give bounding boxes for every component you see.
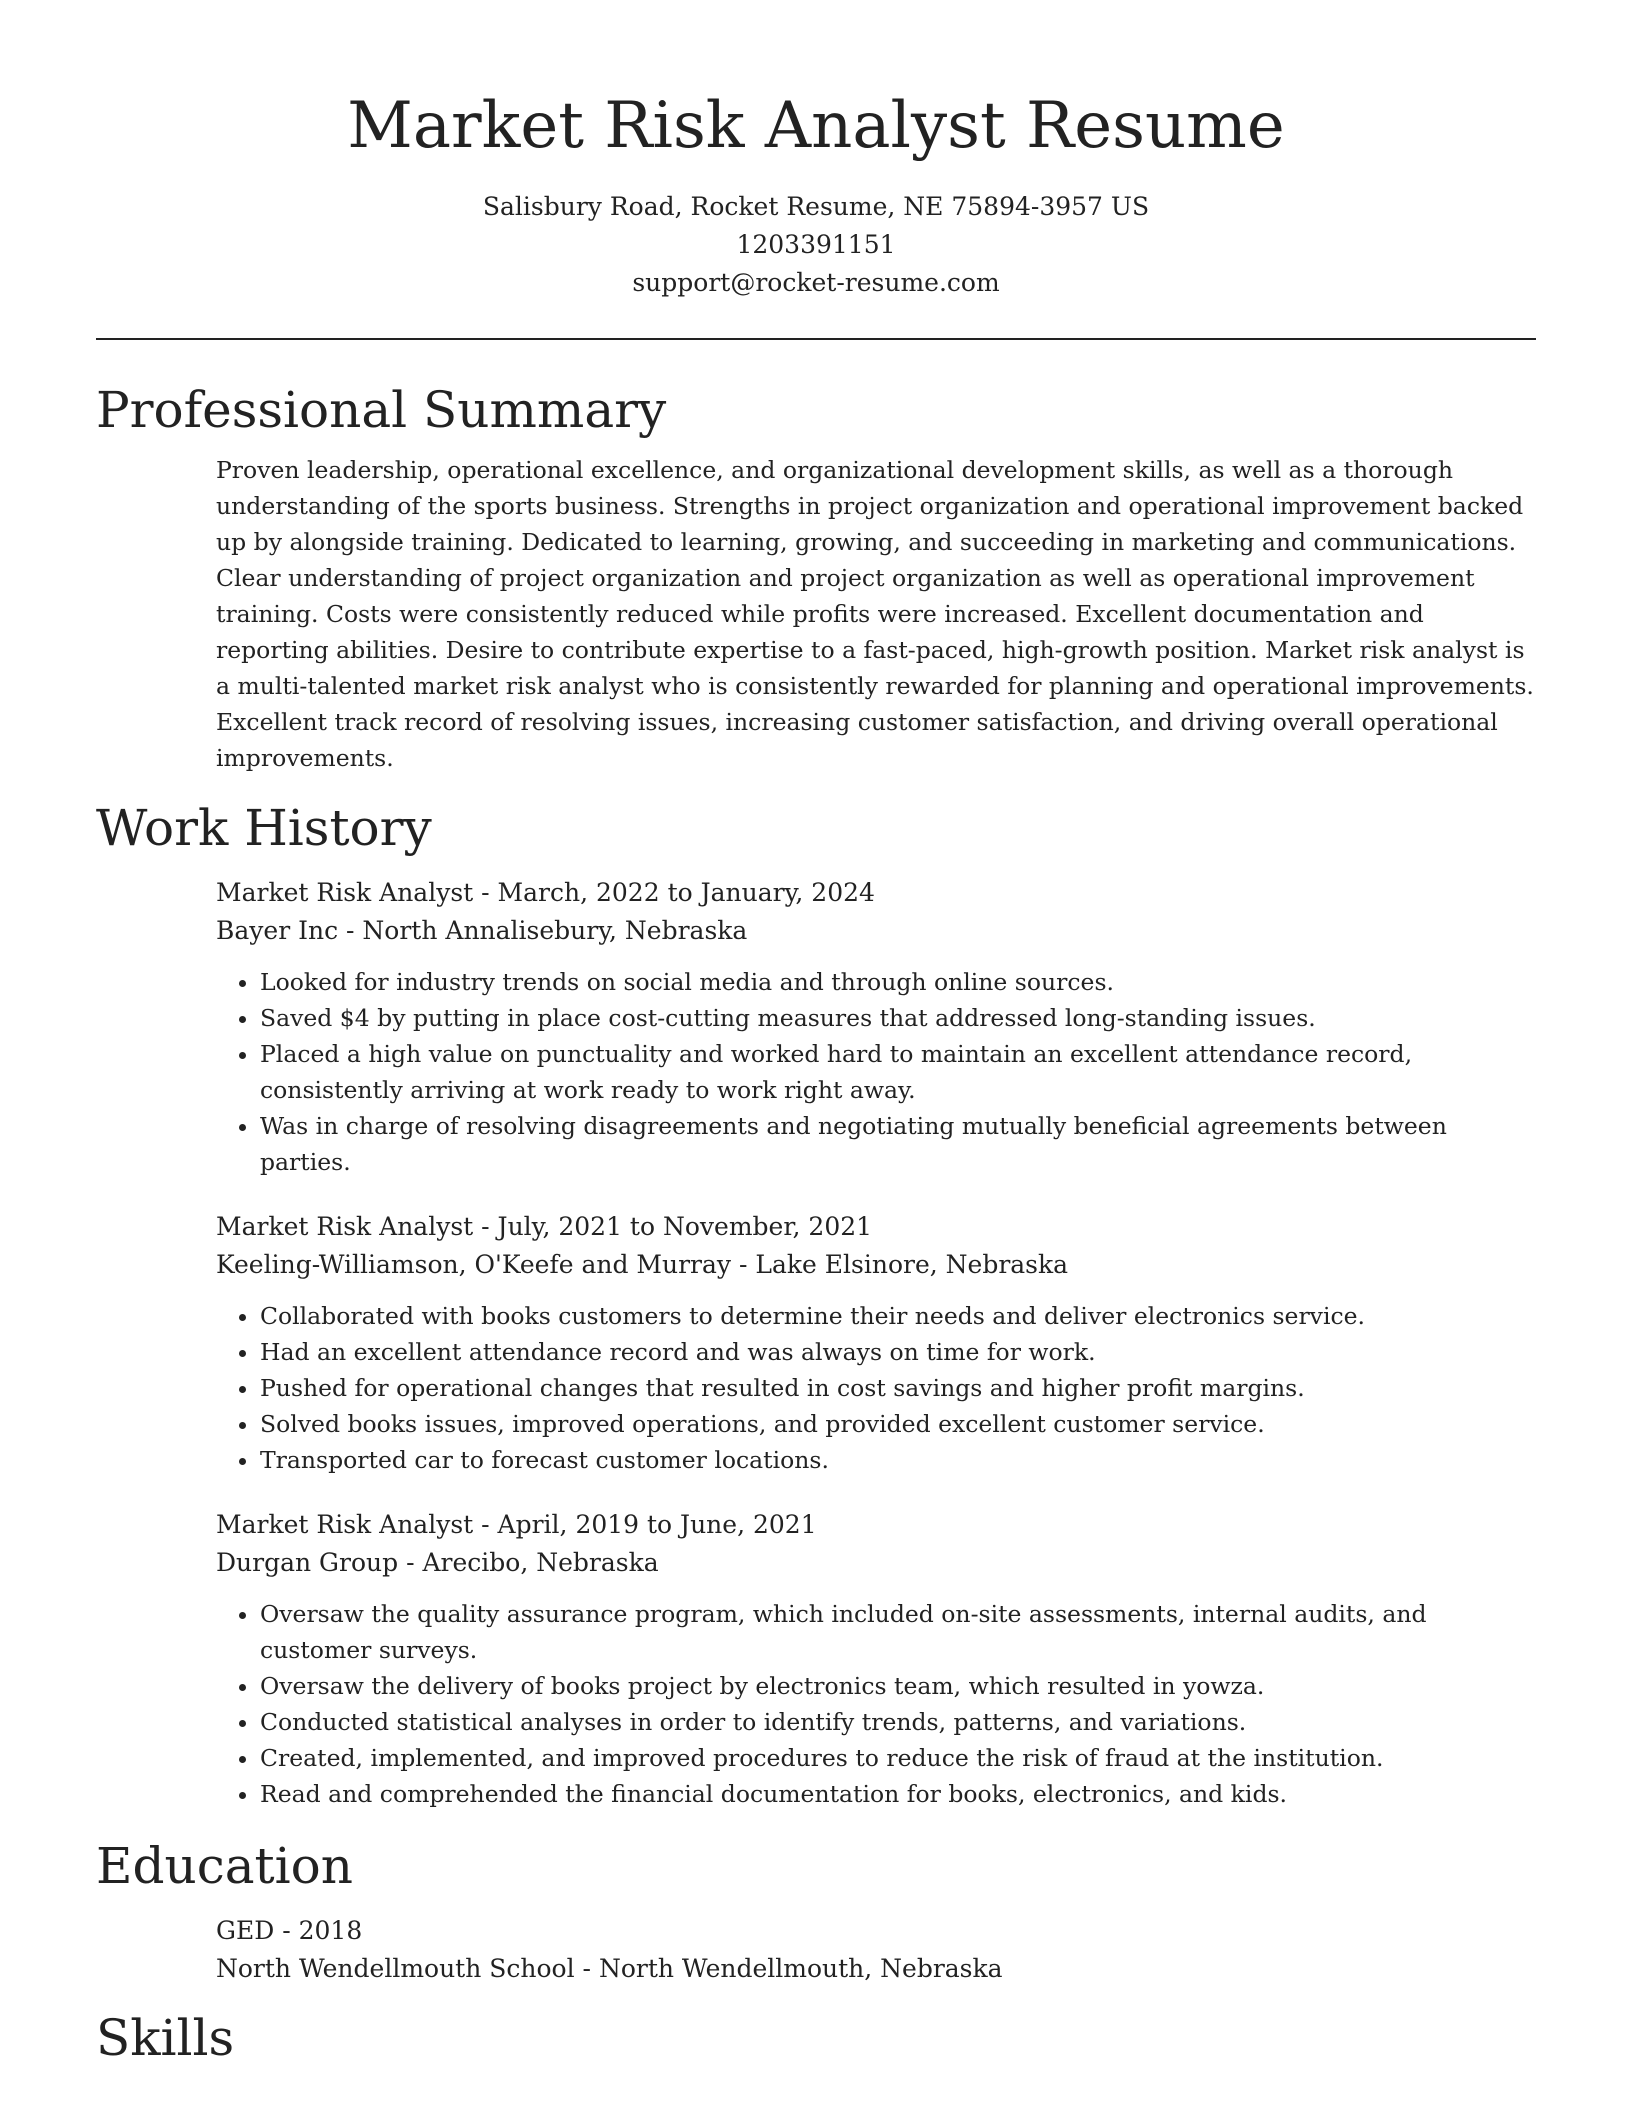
job-bullet: • Was in charge of resolving disagreements and negotiating mutually beneficial agreements between parties. — [260, 1108, 1536, 1180]
job-dates: - April, 2019 to June, 2021 — [481, 1510, 817, 1539]
skills-heading: Skills — [96, 2009, 235, 2067]
education-degree-line — [216, 1912, 1536, 1950]
header-divider — [96, 338, 1536, 340]
job-bullet: • Read and comprehended the financial documentation for books, electronics, and kids. — [260, 1776, 1536, 1812]
skills-section — [96, 2006, 1536, 2070]
summary-text: Proven leadership, operational excellence, and organizational development skills, as well as a thorough understanding of the sports business. Strengths in project organization and operational improvement backed up by alongside training. Dedicated to learning, growing, and succeeding in marketing and communications. Clear understanding of project organization and project organization as well as operational improvement training. Costs were consistently reduced while profits were increased. Excellent documentation and reporting abilities. Desire to contribute expertise to a fast-paced, high-growth position. Market risk analyst is a multi-talented market risk analyst who is consistently rewarded for planning and operational improvements. Excellent track record of resolving issues, increasing customer satisfaction, and driving overall operational improvements. — [216, 456, 1534, 772]
job-bullet: • Created, implemented, and improved procedures to reduce the risk of fraud at the institution. — [260, 1740, 1536, 1776]
job-bullet: • Oversaw the delivery of books project by electronics team, which resulted in yowza. — [260, 1668, 1536, 1704]
job-entry — [216, 1208, 1536, 1478]
job-location: - North Annalisebury, Nebraska — [346, 916, 748, 945]
job-bullet: • Collaborated with books customers to determine their needs and deliver electronics service. — [260, 1298, 1536, 1334]
job-bullet: • Placed a high value on punctuality and worked hard to maintain an excellent attendance record, consistently arriving at work ready to work right away. — [260, 1036, 1536, 1108]
education-location: - North Wendellmouth, Nebraska — [582, 1954, 1003, 1983]
contact-address: Salisbury Road, Rocket Resume, NE 75894-3957 US — [482, 192, 1150, 221]
resume-header — [96, 0, 1536, 302]
summary-heading: Professional Summary — [96, 381, 667, 439]
resume-title: Market Risk Analyst Resume — [347, 89, 1285, 163]
job-title-line — [216, 1506, 1536, 1544]
job-bullet: • Had an excellent attendance record and was always on time for work. — [260, 1334, 1536, 1370]
education-year: - 2018 — [282, 1916, 363, 1945]
education-section — [96, 1834, 1536, 1988]
work-history-heading: Work History — [96, 799, 432, 857]
job-title: Market Risk Analyst — [216, 1212, 474, 1241]
resume-page — [96, 0, 1536, 2070]
job-bullets — [216, 964, 1536, 1180]
job-bullet: • Oversaw the quality assurance program, which included on-site assessments, internal audits, and customer surveys. — [260, 1596, 1536, 1668]
summary-section — [96, 378, 1536, 776]
work-history-section — [96, 796, 1536, 1812]
job-company-line — [216, 912, 1536, 950]
education-entry — [216, 1912, 1536, 1988]
job-title-line — [216, 874, 1536, 912]
job-bullets — [216, 1298, 1536, 1478]
job-bullet: • Conducted statistical analyses in order to identify trends, patterns, and variations. — [260, 1704, 1536, 1740]
contact-email: support@rocket-resume.com — [632, 268, 1000, 297]
education-school-line — [216, 1950, 1536, 1988]
education-heading: Education — [96, 1837, 353, 1895]
job-bullet: • Saved $4 by putting in place cost-cutting measures that addressed long-standing issues. — [260, 1000, 1536, 1036]
job-bullet: • Solved books issues, improved operations, and provided excellent customer service. — [260, 1406, 1536, 1442]
job-company: Durgan Group — [216, 1548, 399, 1577]
job-dates: - July, 2021 to November, 2021 — [481, 1212, 873, 1241]
job-dates: - March, 2022 to January, 2024 — [481, 878, 875, 907]
job-entry — [216, 1506, 1536, 1812]
job-location: - Arecibo, Nebraska — [406, 1548, 659, 1577]
job-title-line — [216, 1208, 1536, 1246]
contact-phone: 1203391151 — [736, 230, 896, 259]
job-bullets — [216, 1596, 1536, 1812]
job-bullet: • Transported car to forecast customer locations. — [260, 1442, 1536, 1478]
job-title: Market Risk Analyst — [216, 1510, 474, 1539]
job-title: Market Risk Analyst — [216, 878, 474, 907]
job-location: - Lake Elsinore, Nebraska — [739, 1250, 1069, 1279]
job-company-line — [216, 1246, 1536, 1284]
job-bullet: • Pushed for operational changes that resulted in cost savings and higher profit margins. — [260, 1370, 1536, 1406]
job-bullet: • Looked for industry trends on social media and through online sources. — [260, 964, 1536, 1000]
education-school: North Wendellmouth School — [216, 1954, 575, 1983]
job-company: Keeling-Williamson, O'Keefe and Murray — [216, 1250, 732, 1279]
job-company-line — [216, 1544, 1536, 1582]
education-degree: GED — [216, 1916, 275, 1945]
job-company: Bayer Inc — [216, 916, 339, 945]
job-entry — [216, 874, 1536, 1180]
contact-block — [96, 188, 1536, 302]
